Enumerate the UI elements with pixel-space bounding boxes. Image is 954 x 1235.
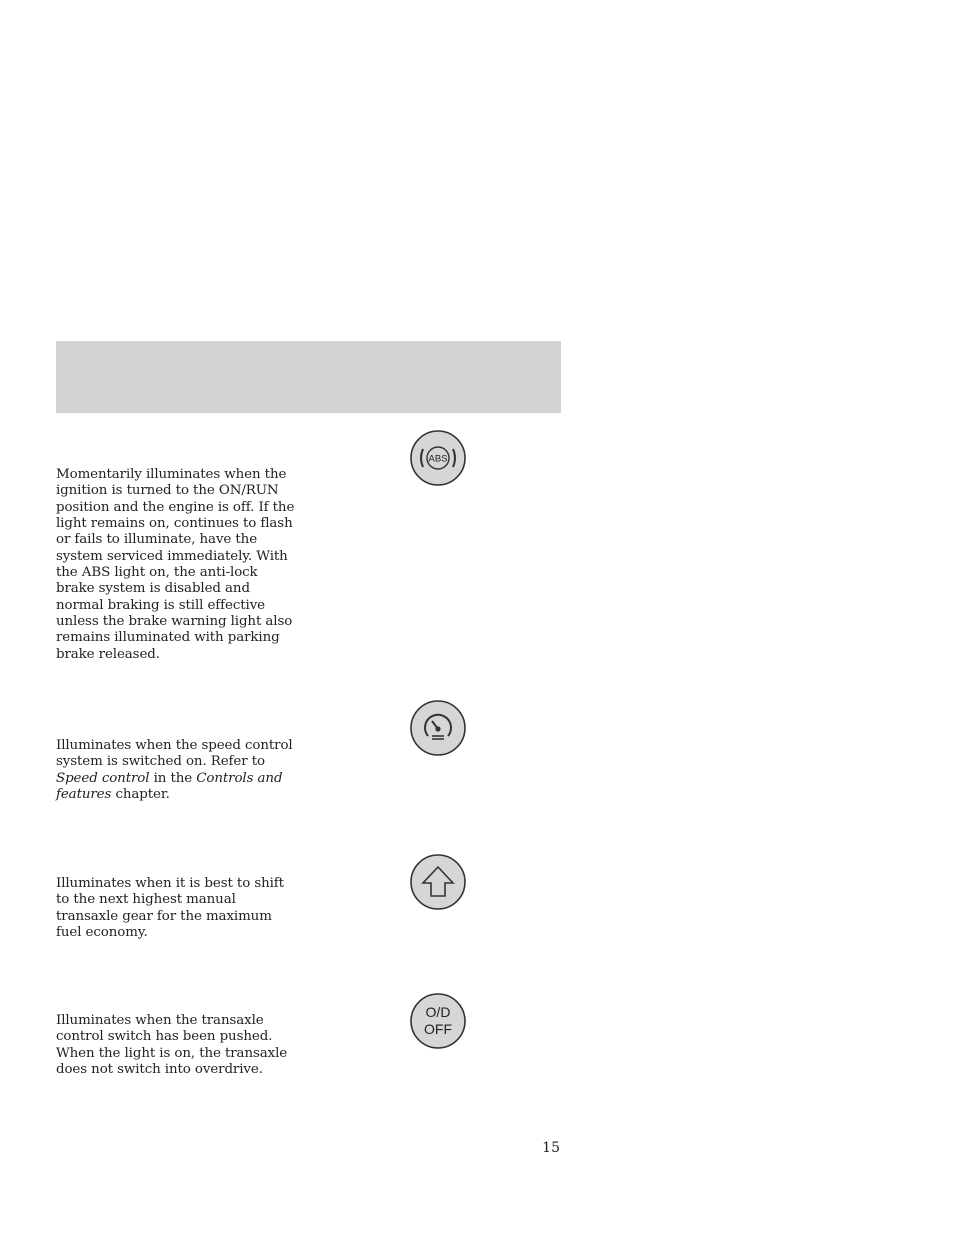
speed-control-link-ref: Speed control — [56, 770, 150, 786]
page-number: 15 — [542, 1140, 560, 1156]
od-icon-label-line2: OFF — [424, 1021, 452, 1037]
speed-control-text-3: chapter. — [111, 787, 170, 803]
overdrive-off-description: Illuminates when the transaxle control switch has been pushed. When the light is on, the transaxle does not switch into overdrive. — [56, 1013, 288, 1078]
od-icon-label-line1: O/D — [425, 1004, 451, 1020]
speed-control-light-icon — [410, 700, 466, 756]
abs-description: Momentarily illuminates when the ignition is turned to the ON/RUN position and the engine is off. If the light remains on, continues to flash or fails to illuminate, have the system serviced immediately. With the ABS light on, the anti-lock brake system is disabled and normal braking is still effective unless the brake warning light also remains illuminated with parking brake released. — [56, 467, 295, 662]
shift-description: Illuminates when it is best to shift to the next highest manual transaxle gear for the maximum fuel economy. — [56, 876, 284, 941]
section-header-band — [56, 341, 561, 413]
chapter-ref: Controls and features — [56, 770, 283, 803]
abs-warning-light-icon — [410, 430, 466, 486]
shift-up-arrow-icon — [410, 854, 466, 910]
abs-icon-label: ABS — [428, 453, 448, 465]
speed-control-text-2: in the — [149, 770, 197, 786]
overdrive-off-light-icon — [410, 993, 466, 1049]
speed-control-description — [56, 738, 306, 803]
speed-control-text-1: Illuminates when the speed control system is switched on. Refer to — [56, 738, 293, 770]
